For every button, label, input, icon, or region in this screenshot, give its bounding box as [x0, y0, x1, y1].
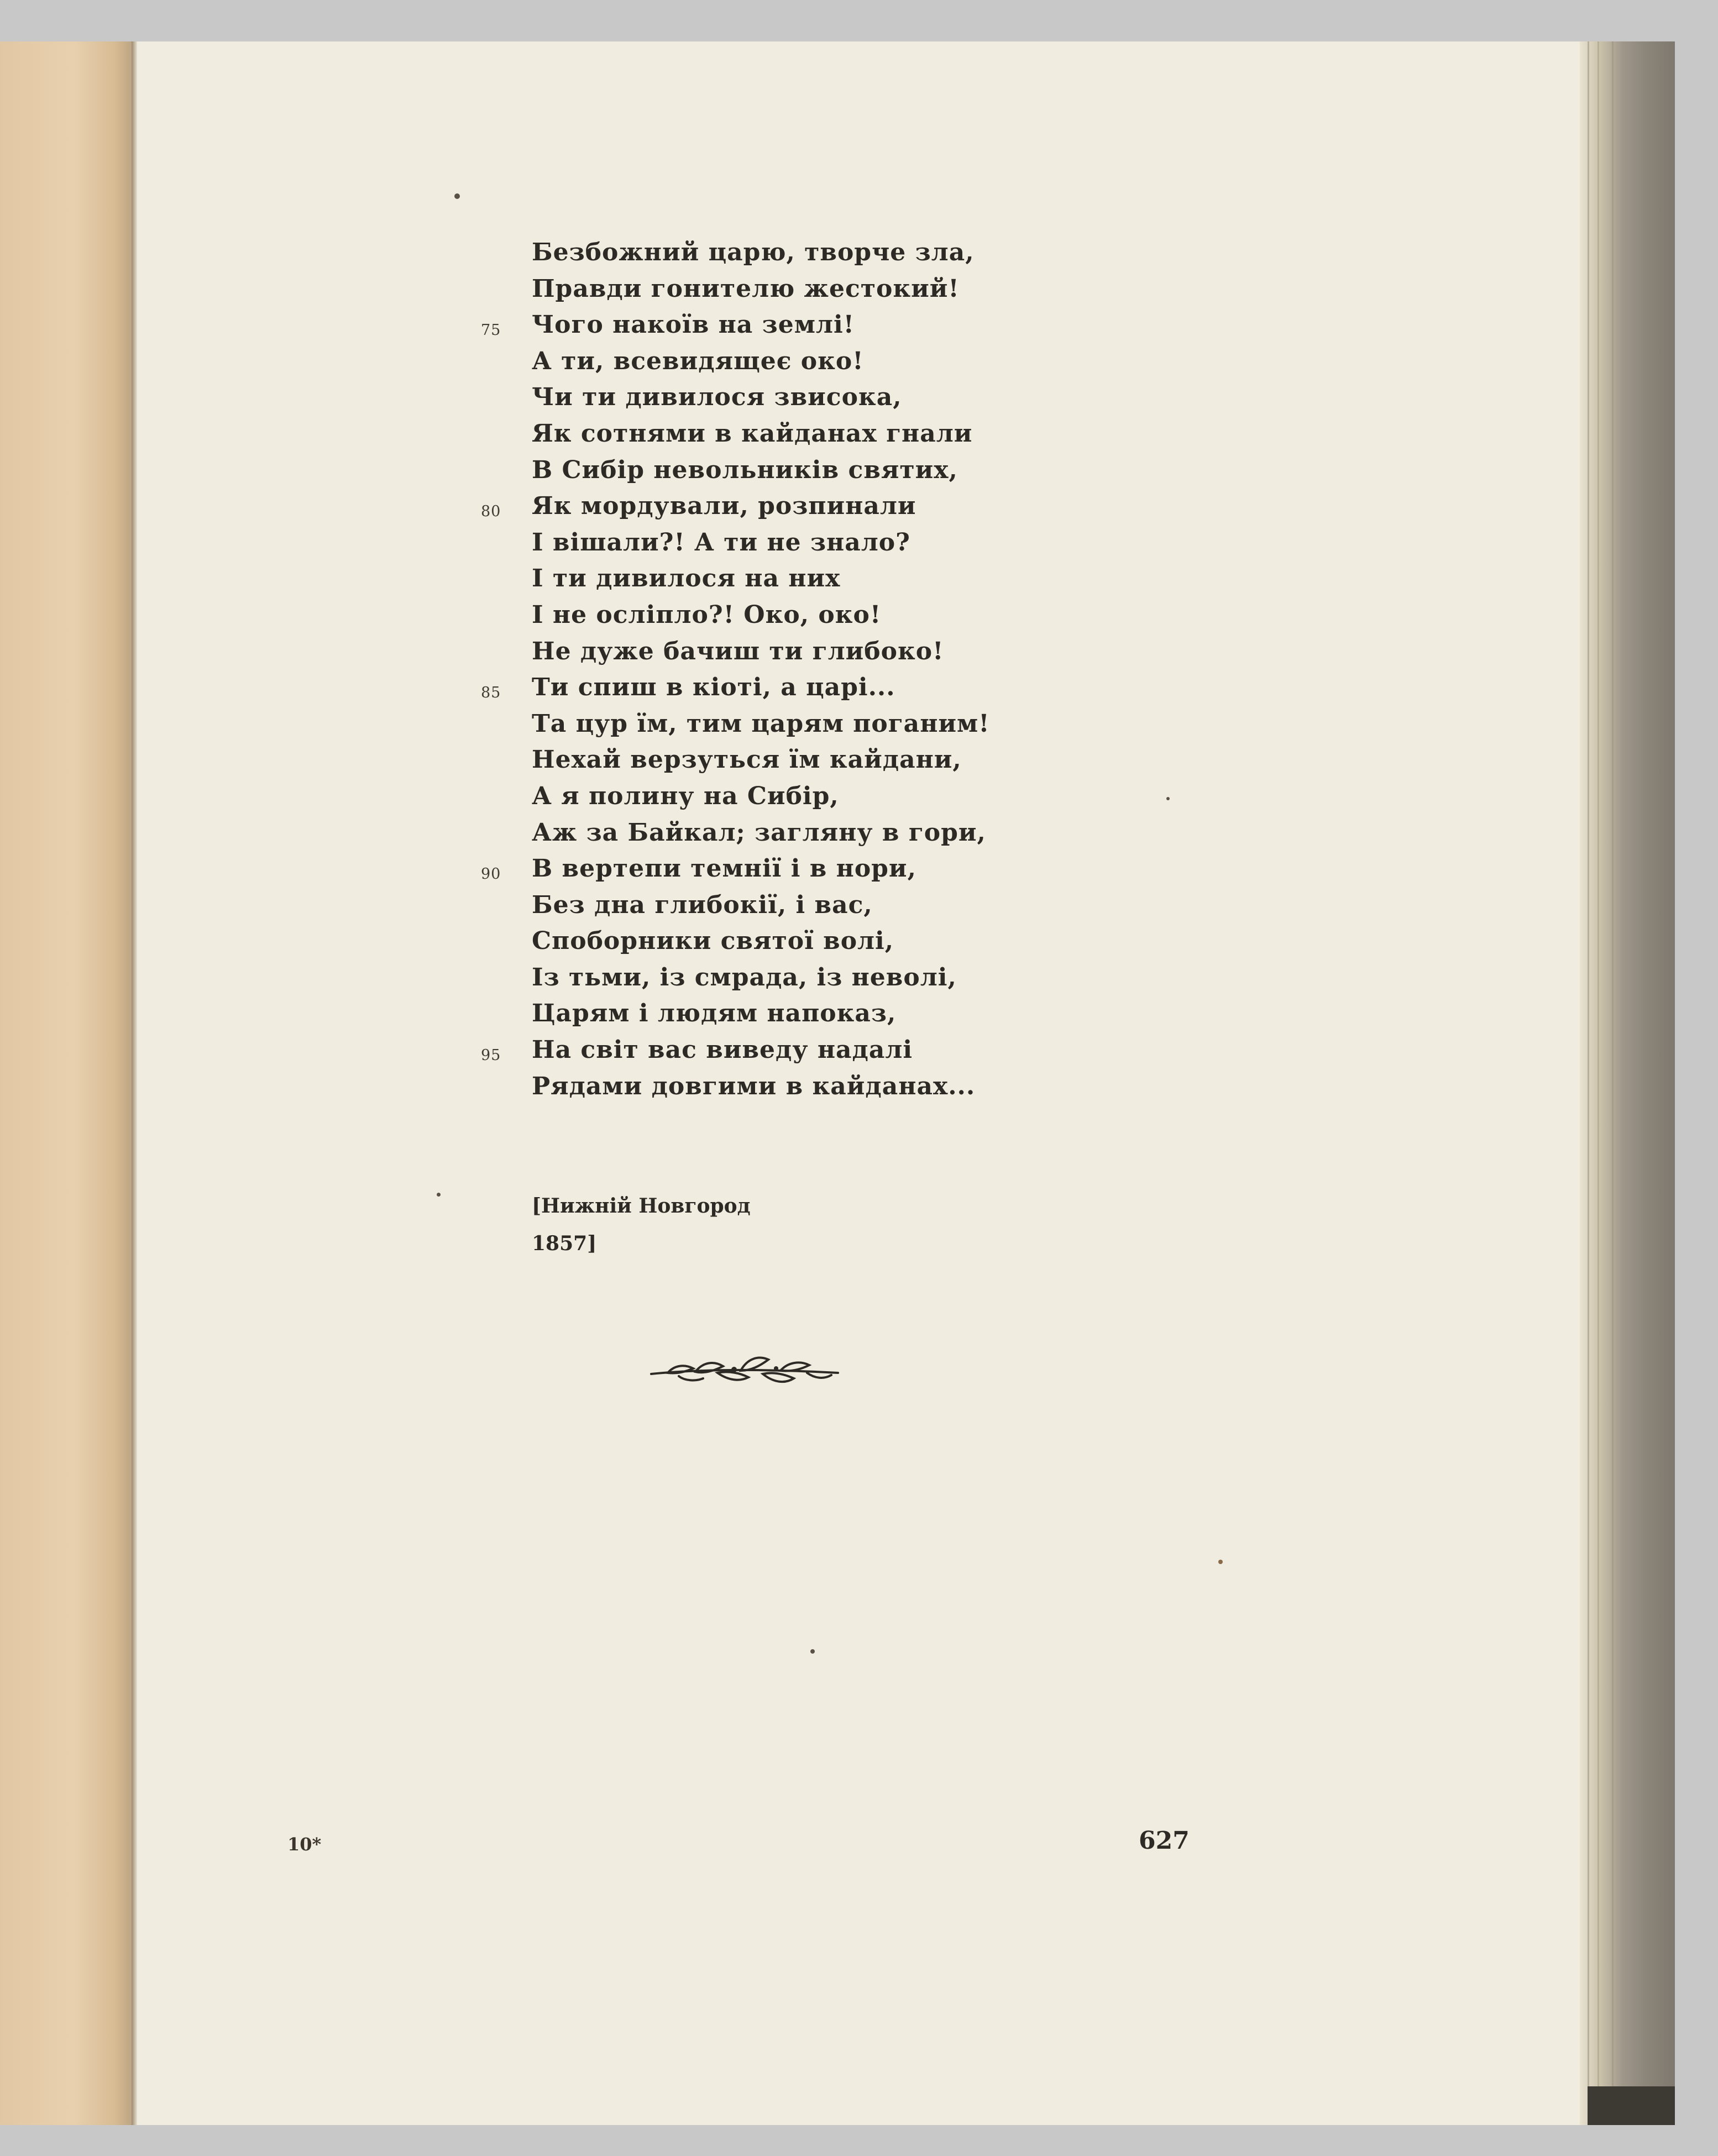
poem-line-text: А я полину на Сибір,: [532, 781, 839, 810]
poem-line: [532, 959, 990, 996]
cover-strip: [1588, 2086, 1675, 2125]
poem-line: [481, 307, 990, 343]
poem-line-text: Без дна глибокії, і вас,: [532, 890, 873, 919]
line-number: 95: [481, 1047, 501, 1064]
poem-line: [532, 887, 990, 924]
paper-speck: [1218, 1560, 1223, 1564]
poem-line: [532, 452, 990, 489]
poem-line: [481, 488, 990, 524]
poem-line: [532, 923, 990, 959]
laurel-ornament-icon: [646, 1349, 845, 1393]
poem-line-text: Споборники святої волі,: [532, 927, 894, 956]
line-number: 75: [481, 322, 501, 339]
poem-line: [532, 995, 990, 1032]
poem-line: [532, 560, 990, 597]
poem-line: [532, 524, 990, 561]
place-line: [Нижній Новгород: [532, 1194, 751, 1218]
poem-line-text: В Сибір невольників святих,: [532, 455, 958, 484]
poem-line-text: І ти дивилося на них: [532, 564, 841, 593]
poem-line: [532, 234, 990, 271]
poem-line: [481, 851, 990, 887]
poem-line: [532, 597, 990, 633]
poem-line-text: А ти, всевидящеє око!: [532, 347, 864, 375]
poem-line: [532, 633, 990, 670]
poem-line-text: Правди гонителю жестокий!: [532, 274, 960, 303]
paper-speck: [810, 1649, 815, 1654]
page-stack-edge: [1580, 41, 1675, 2125]
poem-line-text: І вішали?! А ти не знало?: [532, 528, 910, 557]
poem-line: [532, 271, 990, 307]
poem-line: [532, 778, 990, 815]
poem-line-text: Чи ти дивилося звисока,: [532, 383, 902, 412]
poem-line-text: Ти спиш в кіоті, а царі...: [532, 673, 895, 702]
paper-speck: [1166, 797, 1170, 800]
poem-line-text: Царям і людям напоказ,: [532, 999, 897, 1028]
poem-line-text: Та цур їм, тим царям поганим!: [532, 709, 990, 738]
poem-line: [481, 669, 990, 706]
poem-line: [532, 1068, 990, 1105]
poem-line-text: Як мордували, розпинали: [532, 492, 916, 521]
poem-line-text: Рядами довгими в кайданах...: [532, 1072, 976, 1100]
poem-line-text: Безбожний царю, творче зла,: [532, 238, 975, 266]
poem-line: [532, 742, 990, 778]
poem-line: [532, 379, 990, 416]
poem-line-text: В вертепи темнії і в нори,: [532, 854, 916, 883]
paper-speck: [437, 1193, 441, 1197]
poem-line: [532, 706, 990, 742]
book-gutter: [132, 41, 137, 2125]
paper-speck: [454, 193, 460, 199]
poem-line-text: Як сотнями в кайданах гнали: [532, 419, 973, 448]
poem-line: [532, 416, 990, 452]
line-number: 80: [481, 503, 501, 521]
poem-line: [532, 343, 990, 380]
poem-line: [532, 815, 990, 851]
page-number: 627: [1139, 1827, 1190, 1855]
poem-text: [481, 234, 990, 1104]
poem-line-text: Аж за Байкал; загляну в гори,: [532, 818, 986, 847]
poem-line-text: На світ вас виведу надалі: [532, 1036, 913, 1064]
poem-line-text: Чого накоїв на землі!: [532, 311, 855, 339]
poem-line-text: І не осліпло?! Око, око!: [532, 600, 882, 629]
poem-line: [481, 1032, 990, 1068]
signature-mark: 10*: [287, 1834, 322, 1855]
line-number: 90: [481, 865, 501, 883]
place-date: [532, 1187, 751, 1262]
line-number: 85: [481, 684, 501, 702]
poem-line-text: Із тьми, із смрада, із неволі,: [532, 963, 957, 992]
date-line: 1857]: [532, 1232, 597, 1255]
left-page-edge: [0, 41, 135, 2125]
poem-line-text: Не дуже бачиш ти глибоко!: [532, 637, 944, 665]
poem-line-text: Нехай верзуться їм кайдани,: [532, 746, 962, 774]
